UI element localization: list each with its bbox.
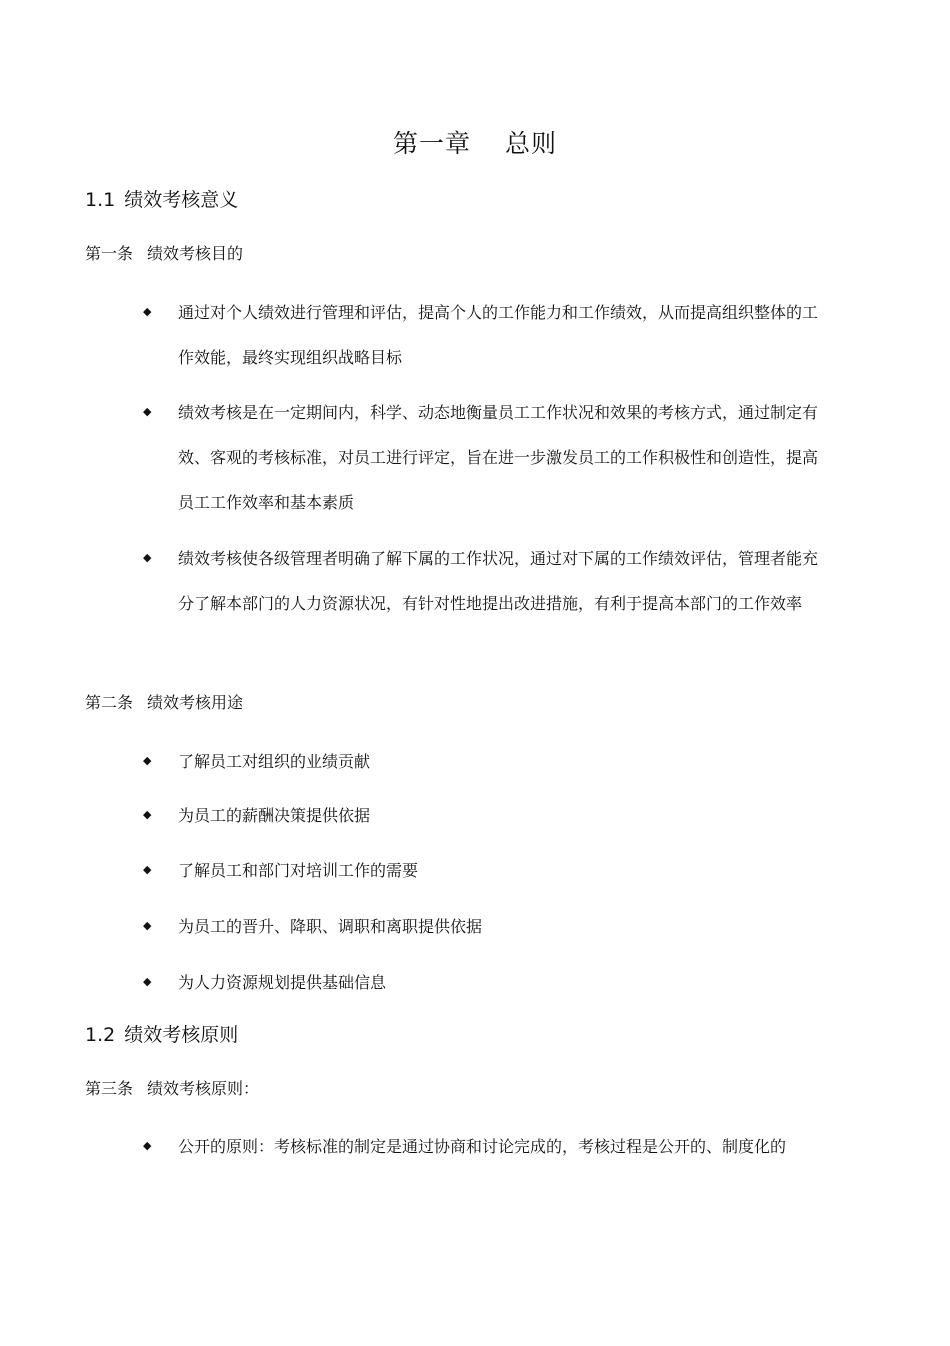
list-item-text: 绩效考核使各级管理者明确了解下属的工作状况，通过对下属的工作绩效评估，管理者能充分了解本部门的人力资源状况，有针对性地提出改进措施，有利于提高本部门的工作效率 xyxy=(178,549,819,613)
article-number: 第三条 xyxy=(85,1079,134,1098)
article-number: 第一条 xyxy=(85,244,134,263)
chapter-title xyxy=(0,126,950,162)
diamond-bullet-icon: ◆ xyxy=(143,405,152,418)
list-item-text: 为员工的晋升、降职、调职和离职提供依据 xyxy=(178,917,483,936)
article-heading xyxy=(85,691,243,715)
section-heading xyxy=(85,186,238,214)
article-heading xyxy=(85,242,243,266)
section-title: 绩效考核原则 xyxy=(124,1024,239,1046)
article-title: 绩效考核原则： xyxy=(147,1079,260,1098)
section-heading xyxy=(85,1021,238,1049)
list-item-text: 公开的原则：考核标准的制定是通过协商和讨论完成的，考核过程是公开的、制度化的 xyxy=(178,1137,787,1156)
section-number: 1.1 xyxy=(85,189,116,211)
list-item-text: 绩效考核是在一定期间内，科学、动态地衡量员工工作状况和效果的考核方式，通过制定有效、客观的考核标准，对员工进行评定，旨在进一步激发员工的工作积极性和创造性，提高员工工作效率和基本素质 xyxy=(178,403,819,512)
diamond-bullet-icon: ◆ xyxy=(143,975,152,988)
diamond-bullet-icon: ◆ xyxy=(143,305,152,318)
article-number: 第二条 xyxy=(85,693,134,712)
article-title: 绩效考核用途 xyxy=(147,693,244,712)
article-heading xyxy=(85,1077,259,1101)
list-item-text: 通过对个人绩效进行管理和评估，提高个人的工作能力和工作绩效，从而提高组织整体的工作效能，最终实现组织战略目标 xyxy=(178,303,819,367)
diamond-bullet-icon: ◆ xyxy=(143,808,152,821)
chapter-number: 第一章 xyxy=(392,129,471,158)
diamond-bullet-icon: ◆ xyxy=(143,754,152,767)
list-item-text: 了解员工对组织的业绩贡献 xyxy=(178,752,371,771)
diamond-bullet-icon: ◆ xyxy=(143,551,152,564)
diamond-bullet-icon: ◆ xyxy=(143,1139,152,1152)
list-item-text: 为人力资源规划提供基础信息 xyxy=(178,973,387,992)
section-number: 1.2 xyxy=(85,1024,116,1046)
article-title: 绩效考核目的 xyxy=(147,244,244,263)
diamond-bullet-icon: ◆ xyxy=(143,863,152,876)
diamond-bullet-icon: ◆ xyxy=(143,919,152,932)
section-title: 绩效考核意义 xyxy=(124,189,239,211)
list-item-text: 了解员工和部门对培训工作的需要 xyxy=(178,861,419,880)
list-item-text: 为员工的薪酬决策提供依据 xyxy=(178,806,371,825)
chapter-name: 总则 xyxy=(505,129,558,158)
